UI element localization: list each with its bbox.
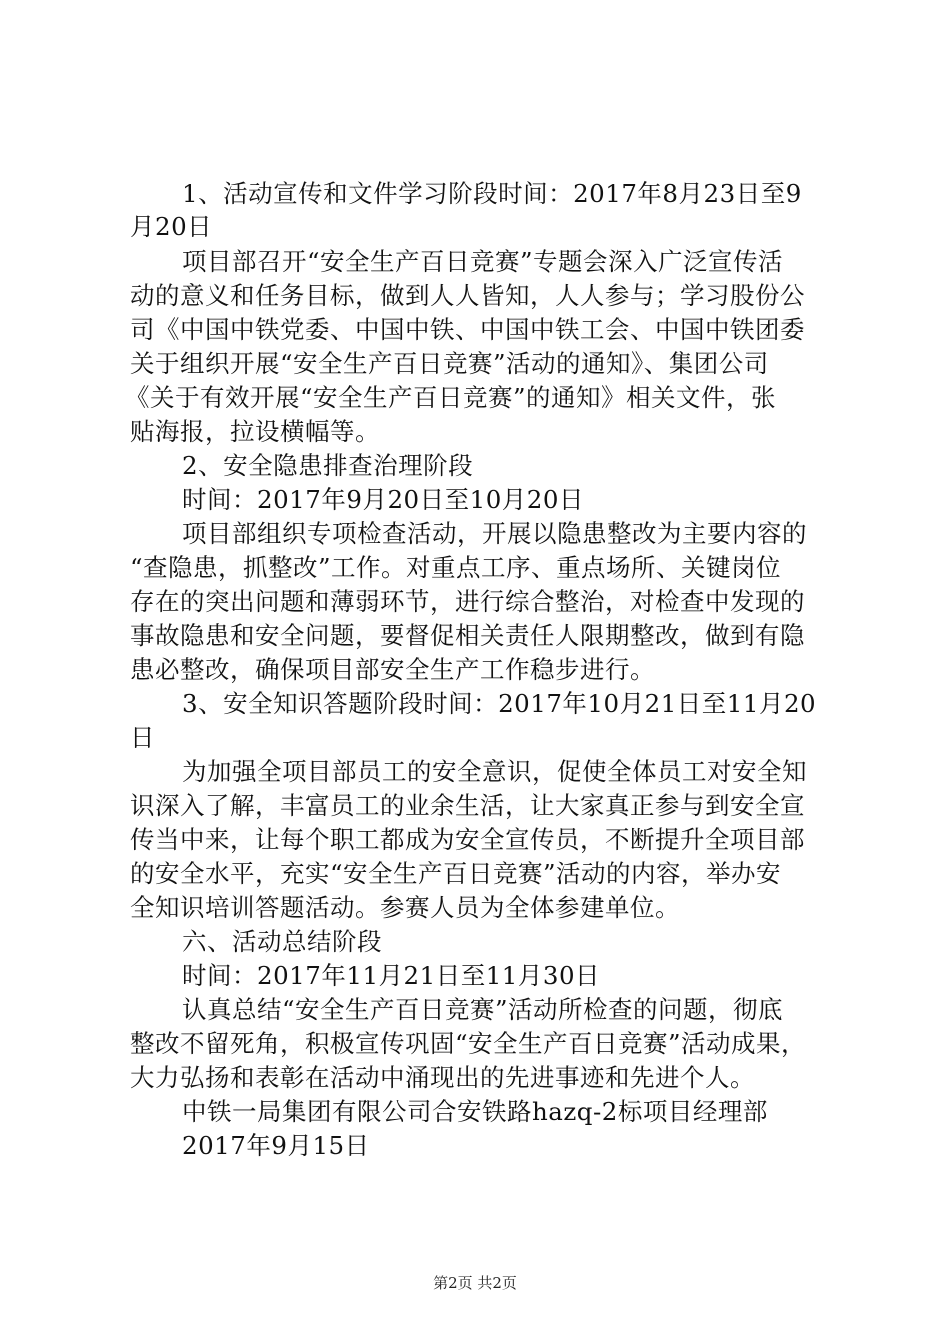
paragraph-line: 关于组织开展“安全生产百日竞赛”活动的通知》、集团公司 — [130, 349, 769, 378]
paragraph-line: 司《中国中铁党委、中国中铁、中国中铁工会、中国中铁团委 — [130, 315, 805, 344]
signature-organization: 中铁一局集团有限公司合安铁路hazq-2标项目经理部 — [182, 1097, 768, 1126]
paragraph-line: 识深入了解，丰富员工的业余生活，让大家真正参与到安全宣 — [130, 791, 805, 820]
paragraph-line: 患必整改，确保项目部安全生产工作稳步进行。 — [130, 655, 655, 684]
paragraph-line: 认真总结“安全生产百日竞赛”活动所检查的问题，彻底 — [182, 995, 784, 1024]
paragraph-line: 动的意义和任务目标，做到人人皆知，人人参与；学习股份公 — [130, 281, 805, 310]
section-6-heading: 六、活动总结阶段 — [182, 927, 382, 956]
section-2-time: 时间：2017年9月20日至10月20日 — [182, 485, 584, 514]
section-1-heading: 1、活动宣传和文件学习阶段时间：2017年8月23日至9 — [182, 179, 802, 208]
section-2-heading: 2、安全隐患排查治理阶段 — [182, 451, 474, 480]
paragraph-line: 全知识培训答题活动。参赛人员为全体参建单位。 — [130, 893, 680, 922]
section-1-heading-cont: 月20日 — [130, 212, 213, 241]
paragraph-line: 为加强全项目部员工的安全意识，促使全体员工对安全知 — [182, 757, 807, 786]
paragraph-line: “查隐患，抓整改”工作。对重点工序、重点场所、关键岗位 — [130, 553, 782, 582]
section-6-time: 时间：2017年11月21日至11月30日 — [182, 961, 601, 990]
section-3-heading-cont: 日 — [130, 723, 155, 752]
paragraph-line: 贴海报，拉设横幅等。 — [130, 417, 380, 446]
paragraph-line: 存在的突出问题和薄弱环节，进行综合整治，对检查中发现的 — [130, 587, 805, 616]
paragraph-line: 传当中来，让每个职工都成为安全宣传员，不断提升全项目部 — [130, 825, 805, 854]
paragraph-line: 项目部组织专项检查活动，开展以隐患整改为主要内容的 — [182, 519, 807, 548]
paragraph-line: 《关于有效开展“安全生产百日竞赛”的通知》相关文件，张 — [125, 383, 777, 412]
paragraph-line: 整改不留死角，积极宣传巩固“安全生产百日竞赛”活动成果， — [130, 1029, 807, 1058]
paragraph-line: 大力弘扬和表彰在活动中涌现出的先进事迹和先进个人。 — [130, 1063, 755, 1092]
paragraph-line: 的安全水平，充实“安全生产百日竞赛”活动的内容，举办安 — [130, 859, 782, 888]
section-3-heading: 3、安全知识答题阶段时间：2017年10月21日至11月20 — [182, 689, 817, 718]
paragraph-line: 事故隐患和安全问题，要督促相关责任人限期整改，做到有隐 — [130, 621, 805, 650]
page-footer: 第2页 共2页 — [433, 1274, 517, 1292]
paragraph-line: 项目部召开“安全生产百日竞赛”专题会深入广泛宣传活 — [182, 247, 784, 276]
signature-date: 2017年9月15日 — [182, 1131, 370, 1160]
